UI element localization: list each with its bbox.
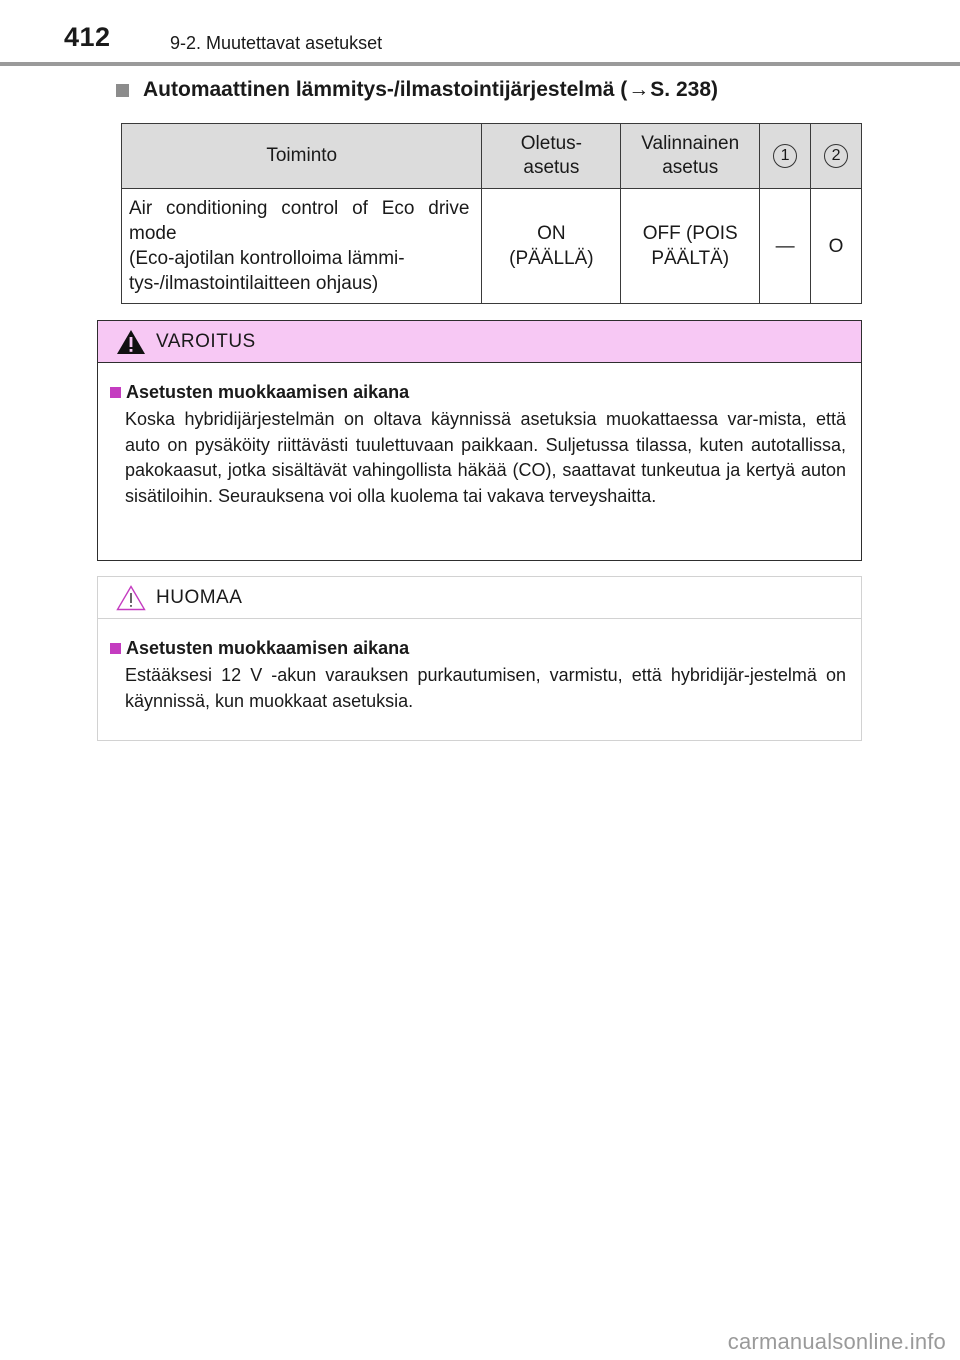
header-default: Oletus- asetus (482, 124, 621, 189)
table-row (122, 189, 862, 304)
section-title-text: Automaattinen lämmitys-/ilmastointijärjestelmä ( (143, 78, 628, 101)
warning-subheading: Asetusten muokkaamisen aikana (110, 382, 861, 403)
pink-square-bullet (110, 643, 121, 654)
warning-header (98, 321, 861, 363)
warning-label: VAROITUS (156, 330, 256, 352)
page-number: 412 (64, 22, 111, 52)
section-square-bullet (116, 84, 129, 97)
arrow-icon: → (628, 78, 650, 101)
section-title-ref[interactable]: S. 238) (650, 78, 719, 101)
notice-body: Estääksesi 12 V -akun varauksen purkautumisen, varmistu, että hybridijär-jestelmä on käynnissä, kun muokkaat asetuksia. (125, 665, 846, 711)
table-header-row (122, 124, 862, 189)
pink-square-bullet (110, 387, 121, 398)
section-title (116, 78, 718, 102)
header-optional: Valinnainen asetus (621, 124, 760, 189)
notice-header (98, 577, 861, 619)
cell-function: Air conditioning control of Eco drive mode (Eco-ajotilan kontrolloima lämmi- tys-/ilmastointilaitteen ohjaus) (122, 189, 482, 304)
warning-triangle-outline-icon (116, 585, 146, 611)
warning-body: Koska hybridijärjestelmän on oltava käynnissä asetuksia muokattaessa var-mista, että auto on pysäköity riittävästi tuulettuvaan paikkaan. Suljetussa tilassa, kuten autotallissa, pakokaasut, jotka sisältävät vahingollista häkää (CO), saattavat tunkeutua ja kertyä auton sisätiloihin. Seurauksena voi olla kuolema tai vakava terveyshaitta. (125, 409, 846, 506)
cell-method-1: — (760, 189, 811, 304)
header-function: Toiminto (122, 124, 482, 189)
notice-subheading: Asetusten muokkaamisen aikana (110, 638, 861, 659)
warning-triangle-filled-icon (116, 329, 146, 355)
cell-optional: OFF (POIS PÄÄLTÄ) (621, 189, 760, 304)
settings-table (121, 123, 862, 304)
warning-box (97, 320, 862, 561)
watermark[interactable]: carmanualsonline.info (727, 1329, 946, 1354)
cell-default: ON (PÄÄLLÄ) (482, 189, 621, 304)
cell-method-2: O (811, 189, 862, 304)
notice-box (97, 576, 862, 741)
circled-1-icon: 1 (773, 144, 797, 168)
running-head: 9-2. Muutettavat asetukset (170, 33, 383, 53)
circled-2-icon: 2 (824, 144, 848, 168)
header-method-2 (811, 124, 862, 189)
notice-label: HUOMAA (156, 586, 243, 608)
header-method-1 (760, 124, 811, 189)
header-rule (0, 62, 960, 66)
